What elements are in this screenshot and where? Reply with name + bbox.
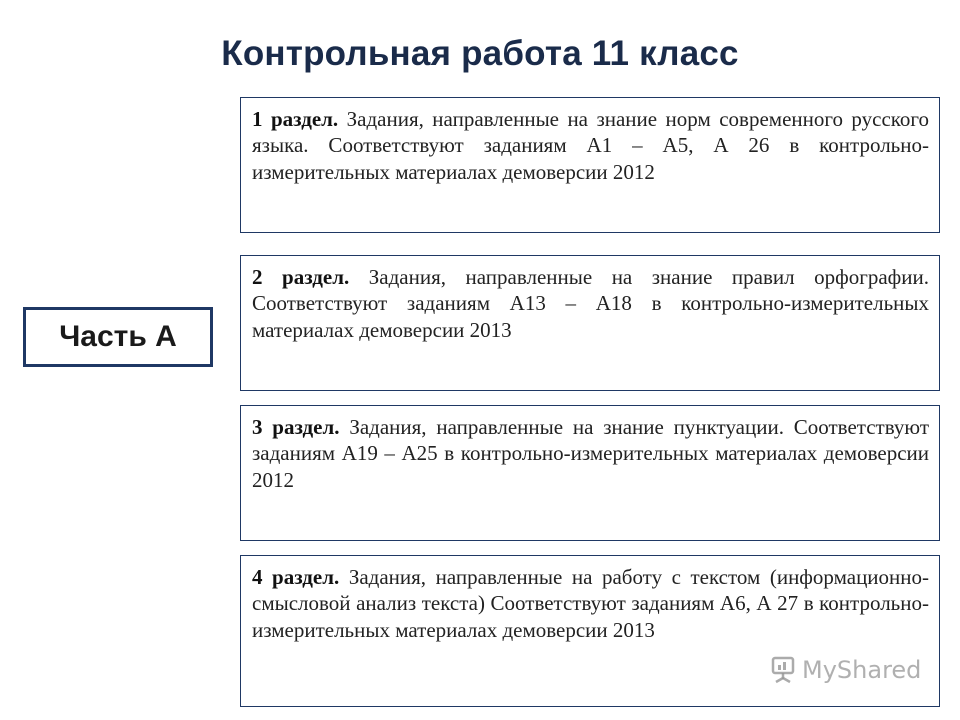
section-3-text: Задания, направленные на знание пунктуации. Соответствуют заданиям А19 – А25 в контрольно-измерительных материалах демоверсии 2012 xyxy=(252,415,930,492)
section-2-heading: 2 раздел. xyxy=(252,265,350,289)
watermark-text: MyShared xyxy=(802,656,922,684)
part-a-label-box xyxy=(23,307,213,367)
section-1-box xyxy=(240,97,940,233)
section-4-heading: 4 раздел. xyxy=(252,565,340,589)
part-a-label: Часть А xyxy=(59,320,177,353)
section-3-box xyxy=(240,405,940,541)
section-1-text: Задания, направленные на знание норм современного русского языка. Соответствуют заданиям А1 – А5, А 26 в контрольно-измерительных материалах демоверсии 2012 xyxy=(252,107,929,184)
section-2-text: Задания, направленные на знание правил орфографии. Соответствуют заданиям А13 – А18 в контрольно-измерительных материалах демоверсии 2013 xyxy=(252,265,930,342)
slide-title: Контрольная работа 11 класс xyxy=(221,34,739,73)
myshared-watermark xyxy=(770,656,921,684)
section-4-text: Задания, направленные на работу с текстом (информационно-смысловой анализ текста) Соответствуют заданиям А6, А 27 в контрольно-измерительных материалах демоверсии 2013 xyxy=(252,565,930,642)
section-1-heading: 1 раздел. xyxy=(252,107,339,131)
section-4-box xyxy=(240,555,940,707)
section-3-heading: 3 раздел. xyxy=(252,415,340,439)
presentation-board-icon xyxy=(770,656,796,684)
section-2-box xyxy=(240,255,940,391)
